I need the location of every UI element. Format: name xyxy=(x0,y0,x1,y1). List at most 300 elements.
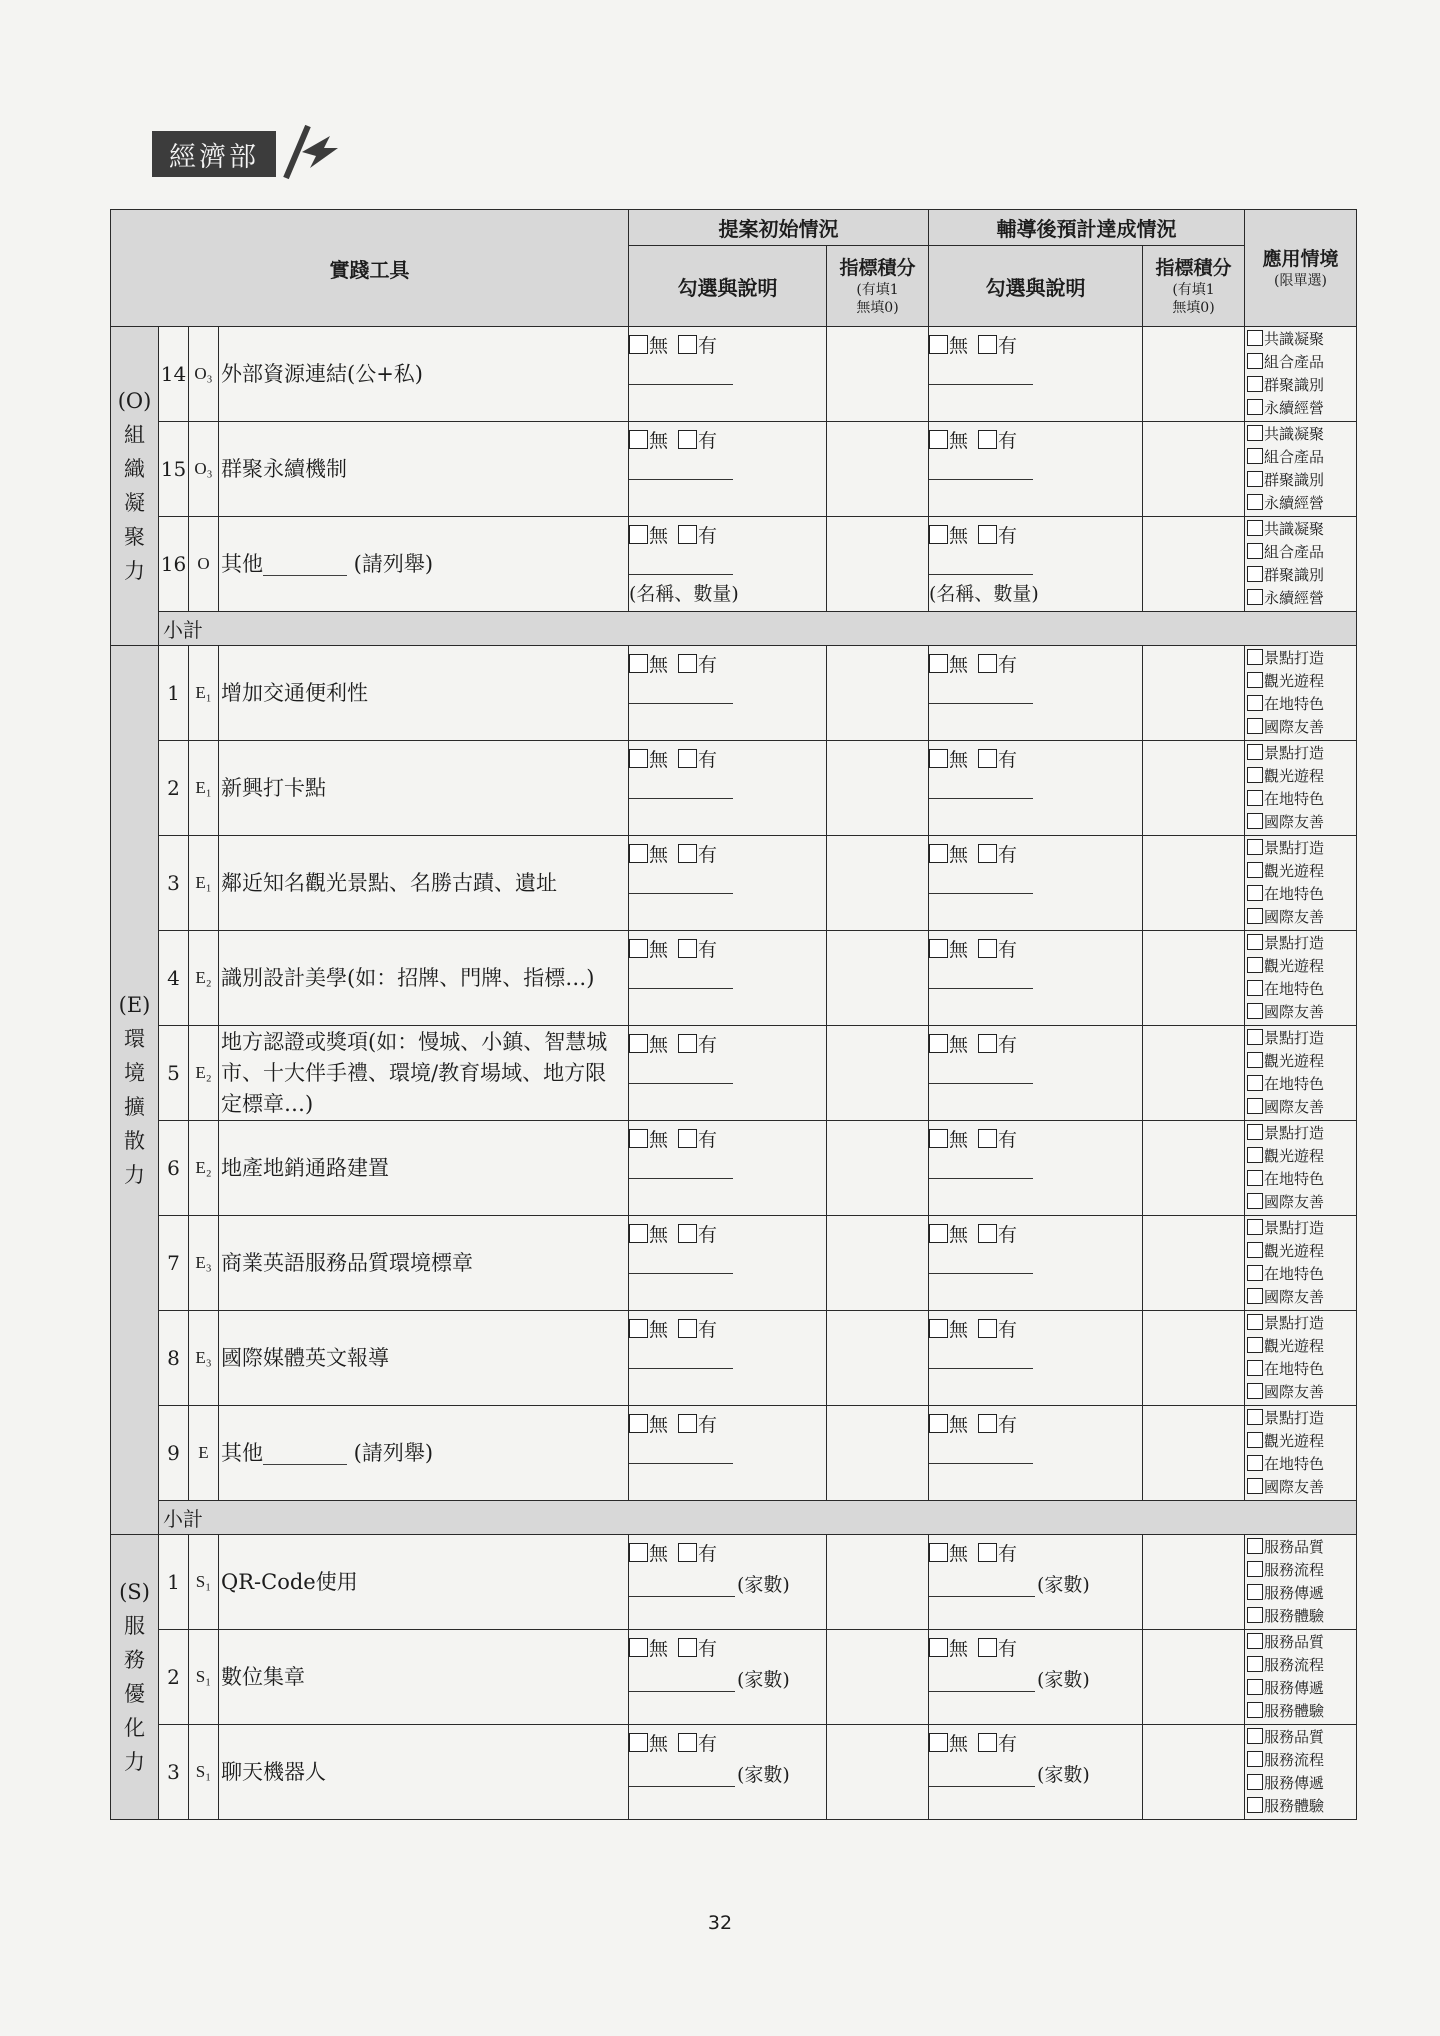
apply-checkbox[interactable] xyxy=(1247,520,1263,536)
checkbox-none[interactable] xyxy=(929,749,948,768)
apply-checkbox[interactable] xyxy=(1247,1584,1263,1600)
apply-option-label: 在地特色 xyxy=(1264,1360,1325,1378)
apply-option-label: 景點打造 xyxy=(1264,934,1325,952)
checkbox-yes[interactable] xyxy=(678,654,697,673)
row-number: 15 xyxy=(159,422,189,517)
apply-options xyxy=(1245,1216,1357,1311)
apply-checkbox[interactable] xyxy=(1247,1219,1263,1235)
apply-options xyxy=(1245,646,1357,741)
apply-checkbox[interactable] xyxy=(1247,934,1263,950)
apply-option-label: 景點打造 xyxy=(1264,1029,1325,1047)
apply-option-label: 在地特色 xyxy=(1264,980,1325,998)
apply-checkbox[interactable] xyxy=(1247,1147,1263,1163)
yes-no-options xyxy=(629,840,822,867)
apply-option-label: 組合產品 xyxy=(1264,353,1325,371)
initial-score-cell[interactable] xyxy=(827,646,929,741)
checkbox-none[interactable] xyxy=(629,1414,648,1433)
after-check-cell xyxy=(929,422,1143,517)
apply-option xyxy=(1247,1749,1354,1772)
option-none-label: 無 xyxy=(949,1224,969,1246)
count-blank[interactable] xyxy=(929,1570,1035,1597)
apply-checkbox[interactable] xyxy=(1247,1409,1263,1425)
yes-no-options xyxy=(929,650,1138,677)
yes-no-options xyxy=(929,1125,1138,1152)
description-blank[interactable] xyxy=(929,1251,1033,1274)
apply-option xyxy=(1247,1263,1354,1286)
apply-checkbox[interactable] xyxy=(1247,980,1263,996)
count-blank[interactable] xyxy=(929,1760,1035,1787)
option-yes-label: 有 xyxy=(998,1224,1018,1246)
after-score-cell[interactable] xyxy=(1143,1630,1245,1725)
checkbox-yes[interactable] xyxy=(678,335,697,354)
checkbox-yes[interactable] xyxy=(678,1129,697,1148)
option-yes-label: 有 xyxy=(998,844,1018,866)
option-yes-label: 有 xyxy=(998,1733,1018,1755)
apply-checkbox[interactable] xyxy=(1247,399,1263,415)
option-yes-label: 有 xyxy=(698,525,718,547)
description-blank[interactable] xyxy=(929,1346,1033,1369)
apply-checkbox[interactable] xyxy=(1247,376,1263,392)
checkbox-none[interactable] xyxy=(629,654,648,673)
checkbox-none[interactable] xyxy=(929,654,948,673)
description-blank[interactable] xyxy=(629,966,733,989)
apply-option xyxy=(1247,978,1354,1001)
checkbox-none[interactable] xyxy=(629,1319,648,1338)
description-blank[interactable] xyxy=(929,776,1033,799)
apply-checkbox[interactable] xyxy=(1247,448,1263,464)
option-none-label: 無 xyxy=(949,1638,969,1660)
after-score-cell[interactable] xyxy=(1143,931,1245,1026)
option-yes-label: 有 xyxy=(698,1129,718,1151)
description-blank[interactable] xyxy=(929,871,1033,894)
apply-checkbox[interactable] xyxy=(1247,1314,1263,1330)
apply-option xyxy=(1247,1381,1354,1404)
checkbox-none[interactable] xyxy=(929,1129,948,1148)
option-none-label: 無 xyxy=(649,1224,669,1246)
description-blank[interactable] xyxy=(929,1156,1033,1179)
after-check-cell xyxy=(929,1311,1143,1406)
checkbox-none[interactable] xyxy=(629,1733,648,1752)
description-blank[interactable] xyxy=(929,966,1033,989)
checkbox-none[interactable] xyxy=(929,1224,948,1243)
apply-option-label: 永續經營 xyxy=(1264,494,1325,512)
after-check-cell xyxy=(929,931,1143,1026)
option-yes-label: 有 xyxy=(698,1414,718,1436)
apply-options xyxy=(1245,931,1357,1026)
checkbox-yes[interactable] xyxy=(978,749,997,768)
option-none-label: 無 xyxy=(949,1129,969,1151)
apply-option-label: 國際友善 xyxy=(1264,908,1325,926)
checkbox-yes[interactable] xyxy=(678,939,697,958)
option-none-label: 無 xyxy=(949,1733,969,1755)
description-blank[interactable] xyxy=(629,1251,733,1274)
apply-option xyxy=(1247,564,1354,587)
apply-checkbox[interactable] xyxy=(1247,1633,1263,1649)
apply-options xyxy=(1245,422,1357,517)
row-code: E₁ xyxy=(189,646,219,741)
apply-checkbox[interactable] xyxy=(1247,1337,1263,1353)
apply-option-label: 服務品質 xyxy=(1264,1538,1325,1556)
checkbox-yes[interactable] xyxy=(678,844,697,863)
initial-score-cell[interactable] xyxy=(827,1725,929,1820)
apply-options xyxy=(1245,836,1357,931)
after-score-cell[interactable] xyxy=(1143,517,1245,612)
checkbox-none[interactable] xyxy=(629,1638,648,1657)
apply-option xyxy=(1247,1430,1354,1453)
checkbox-yes[interactable] xyxy=(678,1638,697,1657)
row-number: 7 xyxy=(159,1216,189,1311)
checkbox-none[interactable] xyxy=(929,525,948,544)
checkbox-none[interactable] xyxy=(629,749,648,768)
option-none xyxy=(629,1543,668,1565)
apply-checkbox[interactable] xyxy=(1247,790,1263,806)
count-blank[interactable] xyxy=(929,1665,1035,1692)
option-none-label: 無 xyxy=(649,1543,669,1565)
checkbox-yes[interactable] xyxy=(978,939,997,958)
apply-checkbox[interactable] xyxy=(1247,566,1263,582)
table-body xyxy=(111,327,1357,1820)
apply-checkbox[interactable] xyxy=(1247,957,1263,973)
yes-no-options xyxy=(929,1634,1138,1661)
apply-checkbox[interactable] xyxy=(1247,1029,1263,1045)
description-blank[interactable] xyxy=(929,1441,1033,1464)
apply-option-label: 國際友善 xyxy=(1264,1193,1325,1211)
option-yes xyxy=(678,1733,717,1755)
checkbox-yes[interactable] xyxy=(978,1224,997,1243)
after-score-cell[interactable] xyxy=(1143,1535,1245,1630)
description-blank[interactable] xyxy=(629,457,733,480)
apply-checkbox[interactable] xyxy=(1247,1728,1263,1744)
apply-checkbox[interactable] xyxy=(1247,649,1263,665)
initial-score-cell[interactable] xyxy=(827,1630,929,1725)
checkbox-yes[interactable] xyxy=(978,844,997,863)
checkbox-none[interactable] xyxy=(929,939,948,958)
apply-checkbox[interactable] xyxy=(1247,744,1263,760)
table-row xyxy=(111,517,1357,612)
apply-checkbox[interactable] xyxy=(1247,695,1263,711)
apply-checkbox[interactable] xyxy=(1247,1455,1263,1471)
option-yes xyxy=(978,1733,1017,1755)
initial-check-cell xyxy=(629,1725,827,1820)
checkbox-none[interactable] xyxy=(929,1733,948,1752)
after-score-cell[interactable] xyxy=(1143,422,1245,517)
count-blank[interactable] xyxy=(629,1665,735,1692)
apply-option xyxy=(1247,1027,1354,1050)
category-char: 散 xyxy=(124,1129,145,1153)
option-none xyxy=(929,1224,968,1246)
option-yes xyxy=(678,1543,717,1565)
initial-score-cell[interactable] xyxy=(827,517,929,612)
apply-checkbox[interactable] xyxy=(1247,1679,1263,1695)
apply-checkbox[interactable] xyxy=(1247,1751,1263,1767)
checkbox-yes[interactable] xyxy=(978,430,997,449)
checkbox-yes[interactable] xyxy=(978,1638,997,1657)
checkbox-none[interactable] xyxy=(629,844,648,863)
checkbox-yes[interactable] xyxy=(978,1319,997,1338)
apply-checkbox[interactable] xyxy=(1247,1561,1263,1577)
option-yes xyxy=(678,1319,717,1341)
option-none xyxy=(929,1414,968,1436)
description-blank[interactable] xyxy=(929,457,1033,480)
apply-checkbox[interactable] xyxy=(1247,330,1263,346)
option-none xyxy=(629,1224,668,1246)
apply-checkbox[interactable] xyxy=(1247,885,1263,901)
row-number: 2 xyxy=(159,741,189,836)
apply-checkbox[interactable] xyxy=(1247,839,1263,855)
apply-checkbox[interactable] xyxy=(1247,1538,1263,1554)
checkbox-none[interactable] xyxy=(929,1034,948,1053)
apply-checkbox[interactable] xyxy=(1247,1432,1263,1448)
checkbox-none[interactable] xyxy=(629,1224,648,1243)
description-blank[interactable] xyxy=(929,552,1033,575)
checkbox-yes[interactable] xyxy=(678,1319,697,1338)
checkbox-none[interactable] xyxy=(929,1543,948,1562)
checkbox-none[interactable] xyxy=(629,939,648,958)
apply-option-label: 服務傳遞 xyxy=(1264,1584,1325,1602)
apply-checkbox[interactable] xyxy=(1247,1478,1263,1494)
apply-checkbox[interactable] xyxy=(1247,543,1263,559)
checkbox-none[interactable] xyxy=(629,335,648,354)
checkbox-none[interactable] xyxy=(929,335,948,354)
option-yes xyxy=(978,1414,1017,1436)
apply-checkbox[interactable] xyxy=(1247,494,1263,510)
initial-score-cell[interactable] xyxy=(827,836,929,931)
category-char: 優 xyxy=(124,1682,145,1706)
count-blank[interactable] xyxy=(629,1760,735,1787)
apply-option xyxy=(1247,1096,1354,1119)
apply-option xyxy=(1247,1286,1354,1309)
after-score-cell[interactable] xyxy=(1143,646,1245,741)
initial-score-cell[interactable] xyxy=(827,1026,929,1121)
option-none-label: 無 xyxy=(949,749,969,771)
category-char: 服 xyxy=(124,1614,145,1638)
checkbox-yes[interactable] xyxy=(678,430,697,449)
score-header-initial xyxy=(827,246,929,327)
initial-score-cell[interactable] xyxy=(827,327,929,422)
initial-score-cell[interactable] xyxy=(827,1121,929,1216)
apply-option xyxy=(1247,1795,1354,1818)
checkbox-none[interactable] xyxy=(929,844,948,863)
checkbox-none[interactable] xyxy=(629,1034,648,1053)
checkbox-yes[interactable] xyxy=(978,1414,997,1433)
apply-option xyxy=(1247,1654,1354,1677)
apply-checkbox[interactable] xyxy=(1247,1607,1263,1623)
apply-checkbox[interactable] xyxy=(1247,1052,1263,1068)
checkbox-yes[interactable] xyxy=(978,1733,997,1752)
checkbox-yes[interactable] xyxy=(978,654,997,673)
row-number: 3 xyxy=(159,1725,189,1820)
description-blank[interactable] xyxy=(629,776,733,799)
option-yes-label: 有 xyxy=(998,1543,1018,1565)
description-blank[interactable] xyxy=(629,871,733,894)
initial-score-cell[interactable] xyxy=(827,931,929,1026)
initial-score-cell[interactable] xyxy=(827,1535,929,1630)
practice-tools-table xyxy=(110,209,1357,1820)
apply-option xyxy=(1247,1605,1354,1628)
yes-no-options xyxy=(629,1125,822,1152)
apply-checkbox[interactable] xyxy=(1247,908,1263,924)
initial-score-cell[interactable] xyxy=(827,741,929,836)
checkbox-yes[interactable] xyxy=(678,525,697,544)
option-yes-label: 有 xyxy=(698,654,718,676)
apply-checkbox[interactable] xyxy=(1247,1124,1263,1140)
checkbox-yes[interactable] xyxy=(978,335,997,354)
description-blank[interactable] xyxy=(929,362,1033,385)
description-blank[interactable] xyxy=(629,1441,733,1464)
apply-checkbox[interactable] xyxy=(1247,1242,1263,1258)
apply-checkbox[interactable] xyxy=(1247,1774,1263,1790)
apply-option-label: 在地特色 xyxy=(1264,1170,1325,1188)
after-score-cell[interactable] xyxy=(1143,836,1245,931)
apply-checkbox[interactable] xyxy=(1247,1383,1263,1399)
apply-option-label: 景點打造 xyxy=(1264,744,1325,762)
description-blank[interactable] xyxy=(629,681,733,704)
row-number: 3 xyxy=(159,836,189,931)
after-score-cell[interactable] xyxy=(1143,327,1245,422)
after-check-cell xyxy=(929,1630,1143,1725)
table-row xyxy=(111,836,1357,931)
apply-checkbox[interactable] xyxy=(1247,589,1263,605)
checkbox-none[interactable] xyxy=(929,1638,948,1657)
after-check-cell xyxy=(929,327,1143,422)
checkbox-yes[interactable] xyxy=(978,525,997,544)
after-score-cell[interactable] xyxy=(1143,1725,1245,1820)
apply-checkbox[interactable] xyxy=(1247,471,1263,487)
apply-option xyxy=(1247,1726,1354,1749)
initial-check-cell xyxy=(629,1026,827,1121)
checkbox-yes[interactable] xyxy=(678,1034,697,1053)
apply-option-label: 國際友善 xyxy=(1264,1098,1325,1116)
option-yes-label: 有 xyxy=(998,1319,1018,1341)
option-yes-label: 有 xyxy=(998,525,1018,547)
apply-checkbox[interactable] xyxy=(1247,1075,1263,1091)
description-blank[interactable] xyxy=(629,552,733,575)
after-score-cell[interactable] xyxy=(1143,1311,1245,1406)
apply-option-label: 景點打造 xyxy=(1264,1124,1325,1142)
category-char: 組 xyxy=(124,423,145,447)
initial-check-cell xyxy=(629,646,827,741)
yes-no-options xyxy=(629,650,822,677)
description-blank[interactable] xyxy=(929,1061,1033,1084)
table-row xyxy=(111,1216,1357,1311)
apply-option-label: 景點打造 xyxy=(1264,1219,1325,1237)
apply-checkbox[interactable] xyxy=(1247,1702,1263,1718)
count-field xyxy=(929,1760,1138,1787)
initial-score-cell[interactable] xyxy=(827,1216,929,1311)
category-char: 力 xyxy=(124,559,145,583)
apply-option-label: 群聚識別 xyxy=(1264,376,1325,394)
checkbox-yes[interactable] xyxy=(978,1129,997,1148)
after-score-cell[interactable] xyxy=(1143,1121,1245,1216)
description-blank[interactable] xyxy=(629,362,733,385)
apply-checkbox[interactable] xyxy=(1247,1656,1263,1672)
description-blank[interactable] xyxy=(629,1156,733,1179)
initial-score-cell[interactable] xyxy=(827,1311,929,1406)
row-number: 9 xyxy=(159,1406,189,1501)
checkbox-yes[interactable] xyxy=(678,749,697,768)
apply-option-label: 永續經營 xyxy=(1264,589,1325,607)
apply-checkbox[interactable] xyxy=(1247,1288,1263,1304)
count-unit: (家數) xyxy=(1037,1574,1090,1596)
checkbox-yes[interactable] xyxy=(678,1224,697,1243)
description-blank[interactable] xyxy=(629,1346,733,1369)
row-code: O₃ xyxy=(189,422,219,517)
apply-checkbox[interactable] xyxy=(1247,672,1263,688)
checkbox-yes[interactable] xyxy=(678,1414,697,1433)
apply-checkbox[interactable] xyxy=(1247,1193,1263,1209)
apply-option-label: 共識凝聚 xyxy=(1264,330,1325,348)
tool-name: 增加交通便利性 xyxy=(219,646,629,741)
apply-checkbox[interactable] xyxy=(1247,353,1263,369)
after-score-cell[interactable] xyxy=(1143,1406,1245,1501)
apply-checkbox[interactable] xyxy=(1247,813,1263,829)
apply-checkbox[interactable] xyxy=(1247,862,1263,878)
apply-checkbox[interactable] xyxy=(1247,1170,1263,1186)
apply-checkbox[interactable] xyxy=(1247,718,1263,734)
page-number: 32 xyxy=(707,1912,733,1934)
initial-score-cell[interactable] xyxy=(827,422,929,517)
tool-name: 聊天機器人 xyxy=(219,1725,629,1820)
checkbox-none[interactable] xyxy=(629,1129,648,1148)
apply-checkbox[interactable] xyxy=(1247,1360,1263,1376)
checkbox-none[interactable] xyxy=(629,1543,648,1562)
row-number: 2 xyxy=(159,1630,189,1725)
apply-checkbox[interactable] xyxy=(1247,1003,1263,1019)
after-score-cell[interactable] xyxy=(1143,1026,1245,1121)
option-none xyxy=(629,335,668,357)
option-yes-label: 有 xyxy=(698,1319,718,1341)
checkbox-none[interactable] xyxy=(929,430,948,449)
apply-option-label: 共識凝聚 xyxy=(1264,425,1325,443)
checkbox-yes[interactable] xyxy=(978,1034,997,1053)
category-char: (E) xyxy=(118,993,151,1017)
checkbox-yes[interactable] xyxy=(678,1733,697,1752)
apply-option xyxy=(1247,446,1354,469)
checkbox-none[interactable] xyxy=(629,430,648,449)
checkbox-none[interactable] xyxy=(629,525,648,544)
after-score-cell[interactable] xyxy=(1143,741,1245,836)
apply-option xyxy=(1247,1191,1354,1214)
option-none-label: 無 xyxy=(649,1638,669,1660)
after-score-cell[interactable] xyxy=(1143,1216,1245,1311)
initial-score-cell[interactable] xyxy=(827,1406,929,1501)
option-none xyxy=(929,1733,968,1755)
option-yes xyxy=(978,1034,1017,1056)
option-none-label: 無 xyxy=(949,1034,969,1056)
apply-checkbox[interactable] xyxy=(1247,425,1263,441)
description-blank[interactable] xyxy=(629,1061,733,1084)
apply-option-label: 服務體驗 xyxy=(1264,1797,1325,1815)
option-none xyxy=(929,430,968,452)
description-blank[interactable] xyxy=(929,681,1033,704)
checkbox-none[interactable] xyxy=(929,1319,948,1338)
checkbox-yes[interactable] xyxy=(678,1543,697,1562)
apply-option-label: 景點打造 xyxy=(1264,1314,1325,1332)
apply-checkbox[interactable] xyxy=(1247,1797,1263,1813)
tool-name: 群聚永續機制 xyxy=(219,422,629,517)
checkbox-none[interactable] xyxy=(929,1414,948,1433)
option-yes-label: 有 xyxy=(998,1034,1018,1056)
initial-check-cell xyxy=(629,741,827,836)
checkbox-yes[interactable] xyxy=(978,1543,997,1562)
apply-checkbox[interactable] xyxy=(1247,767,1263,783)
count-blank[interactable] xyxy=(629,1570,735,1597)
tool-name: 數位集章 xyxy=(219,1630,629,1725)
apply-checkbox[interactable] xyxy=(1247,1098,1263,1114)
apply-option xyxy=(1247,932,1354,955)
apply-checkbox[interactable] xyxy=(1247,1265,1263,1281)
option-none-label: 無 xyxy=(649,1034,669,1056)
